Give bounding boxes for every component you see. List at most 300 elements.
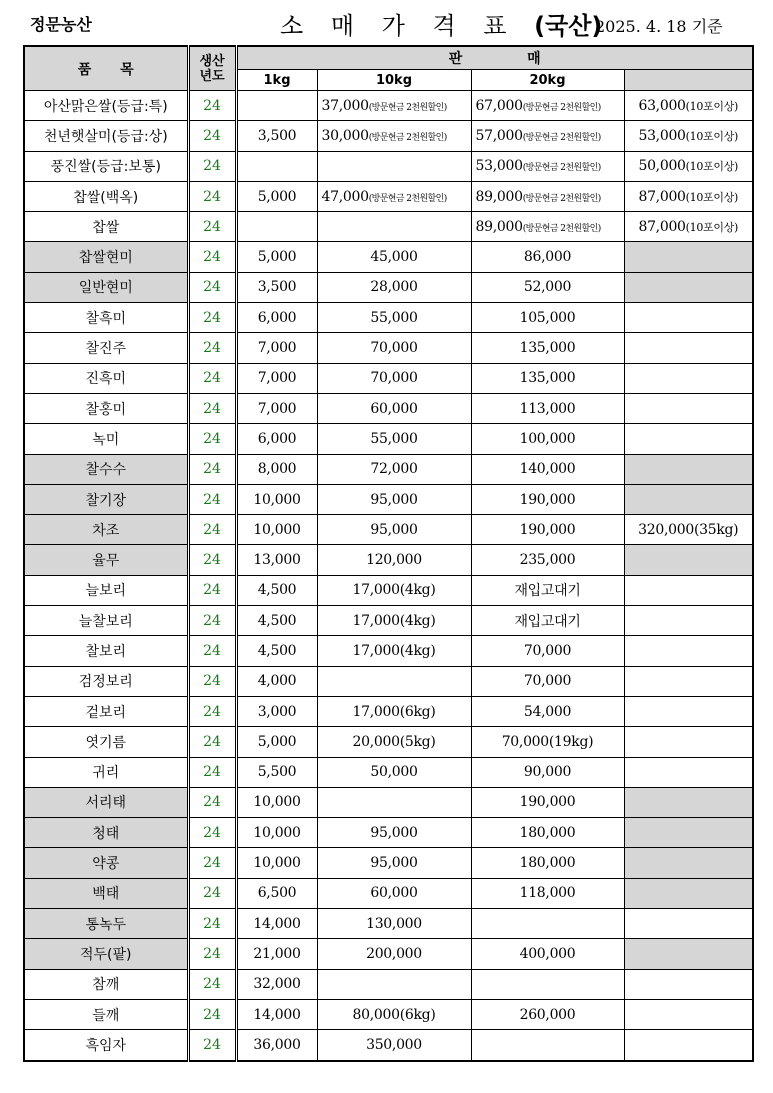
price-extra-cell	[624, 363, 753, 393]
price-20kg-cell	[471, 909, 624, 939]
item-name-cell	[24, 878, 188, 908]
item-year-cell	[188, 636, 236, 666]
price-20kg-cell	[471, 393, 624, 423]
price-10kg-cell	[317, 727, 471, 757]
header-sales: 판 매	[236, 46, 753, 70]
item-name-cell	[24, 666, 188, 696]
price-extra-cell	[624, 666, 753, 696]
price-20kg: 190,000	[519, 521, 576, 538]
bulk-note: (10포이상)	[685, 160, 739, 174]
item-name: 찰보리	[85, 643, 127, 660]
price-10kg: 55,000	[370, 309, 418, 326]
table-row	[24, 999, 753, 1029]
price-10kg-cell	[317, 575, 471, 605]
item-year: 24	[203, 764, 221, 781]
item-name: 풍진쌀(등급:보통)	[50, 159, 161, 176]
item-year-cell	[188, 515, 236, 545]
item-name-cell	[24, 91, 188, 121]
price-extra-cell	[624, 727, 753, 757]
price-20kg: 100,000	[519, 430, 576, 447]
item-year: 24	[203, 1036, 221, 1053]
table-row	[24, 878, 753, 908]
price-20kg: 52,000	[523, 279, 572, 296]
price-10kg-cell	[317, 606, 471, 636]
table-row	[24, 515, 753, 545]
item-year: 24	[203, 218, 221, 235]
item-name-cell	[24, 969, 188, 999]
item-year-cell	[188, 393, 236, 423]
item-name: 찹쌀	[92, 219, 120, 236]
item-year-cell	[188, 606, 236, 636]
price-20kg-cell	[471, 969, 624, 999]
item-year: 24	[203, 1006, 221, 1023]
table-row	[24, 424, 753, 454]
price-extra-cell	[624, 575, 753, 605]
discount-note: (방문현금 2천원할인)	[522, 132, 601, 143]
discount-note: (방문현금 2천원할인)	[522, 102, 601, 113]
price-extra-cell	[624, 939, 753, 969]
price-10kg: 72,000	[370, 461, 418, 478]
table-row	[24, 1030, 753, 1061]
price-20kg: 135,000	[519, 340, 576, 357]
table-row	[24, 272, 753, 302]
price-10kg: 200,000	[366, 945, 422, 962]
price-1kg-cell	[236, 393, 317, 423]
item-year-cell	[188, 545, 236, 575]
price-extra-cell	[624, 272, 753, 302]
price-10kg: 95,000	[370, 491, 418, 508]
price-extra-cell	[624, 91, 753, 121]
table-row	[24, 363, 753, 393]
table-row	[24, 696, 753, 726]
price-10kg: 20,000(5kg)	[352, 733, 436, 750]
item-year: 24	[203, 158, 221, 175]
item-name-cell	[24, 696, 188, 726]
price-1kg-cell	[236, 484, 317, 514]
price-1kg-cell	[236, 181, 317, 211]
price-extra-cell	[624, 878, 753, 908]
item-year: 24	[203, 794, 221, 811]
price-extra-cell	[624, 545, 753, 575]
header-1kg: 1kg	[236, 70, 317, 91]
item-name-cell	[24, 424, 188, 454]
price-20kg-cell	[471, 242, 624, 272]
item-name: 늘찰보리	[78, 613, 133, 630]
price-10kg: 17,000(6kg)	[352, 703, 436, 720]
price-1kg: 3,500	[257, 127, 297, 144]
price-extra-cell	[624, 515, 753, 545]
price-10kg-cell	[317, 909, 471, 939]
price-20kg: 57,000	[475, 127, 523, 144]
price-extra-cell	[624, 999, 753, 1029]
item-name: 검정보리	[78, 674, 133, 691]
price-extra-cell	[624, 818, 753, 848]
price-20kg-cell	[471, 545, 624, 575]
price-20kg-cell	[471, 454, 624, 484]
item-name: 찰수수	[85, 462, 127, 479]
price-10kg: 130,000	[366, 915, 422, 932]
item-year-cell	[188, 303, 236, 333]
price-extra-cell	[624, 181, 753, 211]
discount-note: (방문현금 2천원할인)	[368, 132, 447, 143]
table-row	[24, 151, 753, 181]
price-extra-cell	[624, 969, 753, 999]
price-10kg: 70,000	[370, 370, 418, 387]
price-1kg-cell	[236, 303, 317, 333]
item-name: 율무	[92, 553, 120, 570]
price-20kg-cell	[471, 272, 624, 302]
item-year: 24	[203, 188, 221, 205]
item-name: 일반현미	[78, 280, 133, 297]
item-year-cell	[188, 181, 236, 211]
item-year: 24	[203, 279, 221, 296]
price-1kg-cell	[236, 575, 317, 605]
price-20kg-cell	[471, 212, 624, 242]
price-20kg-cell	[471, 606, 624, 636]
price-10kg-cell	[317, 454, 471, 484]
table-row	[24, 818, 753, 848]
price-20kg: 180,000	[519, 855, 576, 872]
price-1kg: 14,000	[253, 915, 301, 932]
price-1kg-cell	[236, 818, 317, 848]
price-extra-cell	[624, 393, 753, 423]
item-year: 24	[203, 612, 221, 629]
price-1kg: 7,000	[257, 340, 297, 357]
price-20kg-cell	[471, 999, 624, 1029]
price-extra-cell	[624, 424, 753, 454]
price-20kg: 190,000	[519, 491, 576, 508]
price-10kg-cell	[317, 848, 471, 878]
item-year: 24	[203, 945, 221, 962]
price-1kg: 6,000	[257, 309, 297, 326]
discount-note: (방문현금 2천원할인)	[368, 193, 447, 204]
bulk-note: (10포이상)	[685, 190, 739, 204]
price-10kg-cell	[317, 636, 471, 666]
item-name: 엿기름	[85, 734, 127, 751]
price-1kg: 8,000	[257, 461, 297, 478]
bulk-note: (10포이상)	[685, 99, 739, 113]
item-year-cell	[188, 1030, 236, 1061]
price-20kg-cell	[471, 1030, 624, 1061]
item-name: 녹미	[92, 431, 120, 448]
header-10kg: 10kg	[317, 70, 471, 91]
item-year-cell	[188, 424, 236, 454]
price-1kg: 13,000	[253, 552, 301, 569]
price-10kg: 50,000	[370, 764, 418, 781]
table-row	[24, 757, 753, 787]
item-name-cell	[24, 575, 188, 605]
item-year-cell	[188, 666, 236, 696]
price-20kg: 235,000	[519, 552, 576, 569]
item-year: 24	[203, 824, 221, 841]
price-1kg: 10,000	[253, 824, 301, 841]
price-extra-cell	[624, 151, 753, 181]
item-year-cell	[188, 242, 236, 272]
item-name: 찰홍미	[85, 401, 127, 418]
price-10kg-cell	[317, 939, 471, 969]
price-20kg: 70,000	[523, 673, 572, 690]
item-year: 24	[203, 127, 221, 144]
price-1kg: 10,000	[253, 855, 301, 872]
price-1kg: 10,000	[253, 491, 301, 508]
price-extra: 320,000(35kg)	[638, 521, 739, 538]
price-20kg-cell	[471, 848, 624, 878]
price-extra-cell	[624, 636, 753, 666]
table-row	[24, 575, 753, 605]
title-main: 소 매 가 격 표	[280, 12, 517, 40]
price-1kg-cell	[236, 636, 317, 666]
item-name-cell	[24, 121, 188, 151]
item-name-cell	[24, 606, 188, 636]
price-10kg: 17,000(4kg)	[352, 642, 436, 659]
price-10kg-cell	[317, 121, 471, 151]
item-name-cell	[24, 787, 188, 817]
price-extra: 87,000	[638, 188, 686, 205]
item-name-cell	[24, 242, 188, 272]
price-1kg-cell	[236, 272, 317, 302]
item-year: 24	[203, 430, 221, 447]
price-20kg-cell	[471, 878, 624, 908]
price-extra-cell	[624, 606, 753, 636]
item-year-cell	[188, 454, 236, 484]
price-1kg-cell	[236, 91, 317, 121]
item-year-cell	[188, 91, 236, 121]
price-1kg-cell	[236, 363, 317, 393]
table-row	[24, 909, 753, 939]
price-10kg-cell	[317, 151, 471, 181]
item-name: 진흑미	[85, 371, 127, 388]
price-10kg-cell	[317, 363, 471, 393]
price-1kg: 4,500	[257, 642, 297, 659]
item-name-cell	[24, 545, 188, 575]
item-year-cell	[188, 969, 236, 999]
item-name-cell	[24, 818, 188, 848]
price-20kg: 180,000	[519, 824, 576, 841]
item-name-cell	[24, 333, 188, 363]
bulk-note: (10포이상)	[685, 129, 739, 143]
price-1kg-cell	[236, 545, 317, 575]
item-year: 24	[203, 552, 221, 569]
price-10kg-cell	[317, 303, 471, 333]
price-20kg-cell	[471, 696, 624, 726]
price-10kg-cell	[317, 878, 471, 908]
price-extra-cell	[624, 787, 753, 817]
price-10kg-cell	[317, 545, 471, 575]
item-year: 24	[203, 97, 221, 114]
price-extra-cell	[624, 333, 753, 363]
item-year: 24	[203, 340, 221, 357]
price-10kg-cell	[317, 515, 471, 545]
item-year: 24	[203, 249, 221, 266]
price-20kg: 70,000(19kg)	[501, 733, 594, 750]
price-1kg-cell	[236, 696, 317, 726]
price-1kg: 14,000	[253, 1006, 301, 1023]
price-10kg-cell	[317, 91, 471, 121]
price-1kg-cell	[236, 606, 317, 636]
item-name: 적두(팥)	[80, 946, 132, 963]
price-10kg-cell	[317, 424, 471, 454]
item-name: 천년햇살미(등급:상)	[43, 128, 168, 145]
price-10kg: 70,000	[370, 340, 418, 357]
price-20kg-cell	[471, 333, 624, 363]
price-date: 2025. 4. 18 기준	[595, 17, 723, 36]
item-year-cell	[188, 575, 236, 605]
price-10kg: 350,000	[366, 1036, 422, 1053]
item-year: 24	[203, 491, 221, 508]
price-extra-cell	[624, 1030, 753, 1061]
item-year-cell	[188, 484, 236, 514]
item-name: 찰흑미	[85, 310, 127, 327]
item-name: 흑임자	[85, 1037, 127, 1054]
price-20kg: 135,000	[519, 370, 576, 387]
price-20kg-cell	[471, 424, 624, 454]
price-extra: 53,000	[638, 127, 686, 144]
table-row	[24, 212, 753, 242]
price-10kg: 47,000	[321, 188, 369, 205]
price-20kg-cell	[471, 121, 624, 151]
price-extra-cell	[624, 121, 753, 151]
price-20kg: 70,000	[523, 642, 572, 659]
price-10kg-cell	[317, 181, 471, 211]
price-1kg-cell	[236, 939, 317, 969]
table-row	[24, 121, 753, 151]
price-10kg-cell	[317, 818, 471, 848]
price-1kg-cell	[236, 454, 317, 484]
discount-note: (방문현금 2천원할인)	[522, 223, 601, 234]
table-row	[24, 666, 753, 696]
price-20kg: 67,000	[475, 97, 523, 114]
price-1kg-cell	[236, 515, 317, 545]
table-row	[24, 636, 753, 666]
discount-note: (방문현금 2천원할인)	[522, 163, 601, 174]
header-item: 품 목	[24, 46, 188, 91]
price-1kg-cell	[236, 878, 317, 908]
price-10kg-cell	[317, 333, 471, 363]
item-year-cell	[188, 363, 236, 393]
item-name: 찹쌀(백옥)	[73, 189, 139, 206]
price-10kg-cell	[317, 242, 471, 272]
item-year: 24	[203, 521, 221, 538]
price-extra-cell	[624, 242, 753, 272]
item-name: 늘보리	[85, 583, 127, 600]
item-year: 24	[203, 855, 221, 872]
price-10kg: 45,000	[370, 249, 418, 266]
price-20kg: 113,000	[519, 400, 576, 417]
page-title	[280, 6, 602, 41]
price-10kg-cell	[317, 666, 471, 696]
price-20kg-cell	[471, 636, 624, 666]
price-20kg: 190,000	[519, 794, 576, 811]
price-20kg: 90,000	[523, 764, 572, 781]
price-20kg: 400,000	[519, 945, 576, 962]
item-name: 찰진주	[85, 341, 127, 358]
price-1kg-cell	[236, 151, 317, 181]
table-row	[24, 787, 753, 817]
price-1kg-cell	[236, 333, 317, 363]
price-20kg-cell	[471, 484, 624, 514]
price-1kg: 3,000	[257, 703, 297, 720]
item-year-cell	[188, 787, 236, 817]
item-name-cell	[24, 212, 188, 242]
price-10kg: 120,000	[366, 552, 422, 569]
item-year: 24	[203, 309, 221, 326]
item-name-cell	[24, 272, 188, 302]
price-20kg: 재입고대기	[514, 583, 581, 600]
price-20kg-cell	[471, 666, 624, 696]
price-20kg-cell	[471, 151, 624, 181]
price-20kg: 260,000	[519, 1006, 576, 1023]
price-1kg: 7,000	[257, 400, 297, 417]
price-10kg: 60,000	[370, 400, 418, 417]
table-row	[24, 848, 753, 878]
price-10kg-cell	[317, 1030, 471, 1061]
price-1kg: 5,000	[257, 188, 297, 205]
price-20kg-cell	[471, 787, 624, 817]
price-extra-cell	[624, 303, 753, 333]
item-year-cell	[188, 818, 236, 848]
price-1kg: 6,000	[257, 430, 297, 447]
price-20kg: 140,000	[519, 461, 576, 478]
price-1kg: 5,000	[257, 733, 297, 750]
price-extra-cell	[624, 696, 753, 726]
table-row	[24, 333, 753, 363]
price-1kg-cell	[236, 666, 317, 696]
item-name-cell	[24, 727, 188, 757]
item-name-cell	[24, 363, 188, 393]
price-10kg: 37,000	[321, 97, 369, 114]
price-1kg: 10,000	[253, 794, 301, 811]
price-1kg: 7,000	[257, 370, 297, 387]
price-20kg: 118,000	[519, 885, 576, 902]
price-10kg: 95,000	[370, 855, 418, 872]
price-20kg-cell	[471, 818, 624, 848]
bulk-note: (10포이상)	[685, 220, 739, 234]
item-year: 24	[203, 885, 221, 902]
price-table	[23, 45, 754, 1062]
price-extra-cell	[624, 212, 753, 242]
price-20kg-cell	[471, 303, 624, 333]
item-year: 24	[203, 461, 221, 478]
table-row	[24, 727, 753, 757]
title-origin: (국산)	[534, 12, 603, 40]
price-1kg-cell	[236, 212, 317, 242]
price-10kg: 17,000(4kg)	[352, 582, 436, 599]
table-row	[24, 454, 753, 484]
item-year: 24	[203, 642, 221, 659]
price-1kg-cell	[236, 848, 317, 878]
item-year: 24	[203, 582, 221, 599]
item-name: 찰기장	[85, 492, 127, 509]
price-10kg: 30,000	[321, 127, 369, 144]
item-name: 통녹두	[85, 916, 127, 933]
price-10kg: 95,000	[370, 824, 418, 841]
price-10kg: 60,000	[370, 885, 418, 902]
item-year-cell	[188, 757, 236, 787]
item-name: 청태	[92, 825, 120, 842]
item-name-cell	[24, 999, 188, 1029]
item-year-cell	[188, 151, 236, 181]
price-10kg: 95,000	[370, 521, 418, 538]
price-20kg-cell	[471, 575, 624, 605]
price-1kg-cell	[236, 1030, 317, 1061]
item-year-cell	[188, 878, 236, 908]
header-year	[188, 46, 236, 91]
price-extra-cell	[624, 757, 753, 787]
price-10kg-cell	[317, 484, 471, 514]
price-20kg-cell	[471, 91, 624, 121]
price-rows	[24, 91, 753, 1061]
item-name: 들깨	[92, 1007, 120, 1024]
